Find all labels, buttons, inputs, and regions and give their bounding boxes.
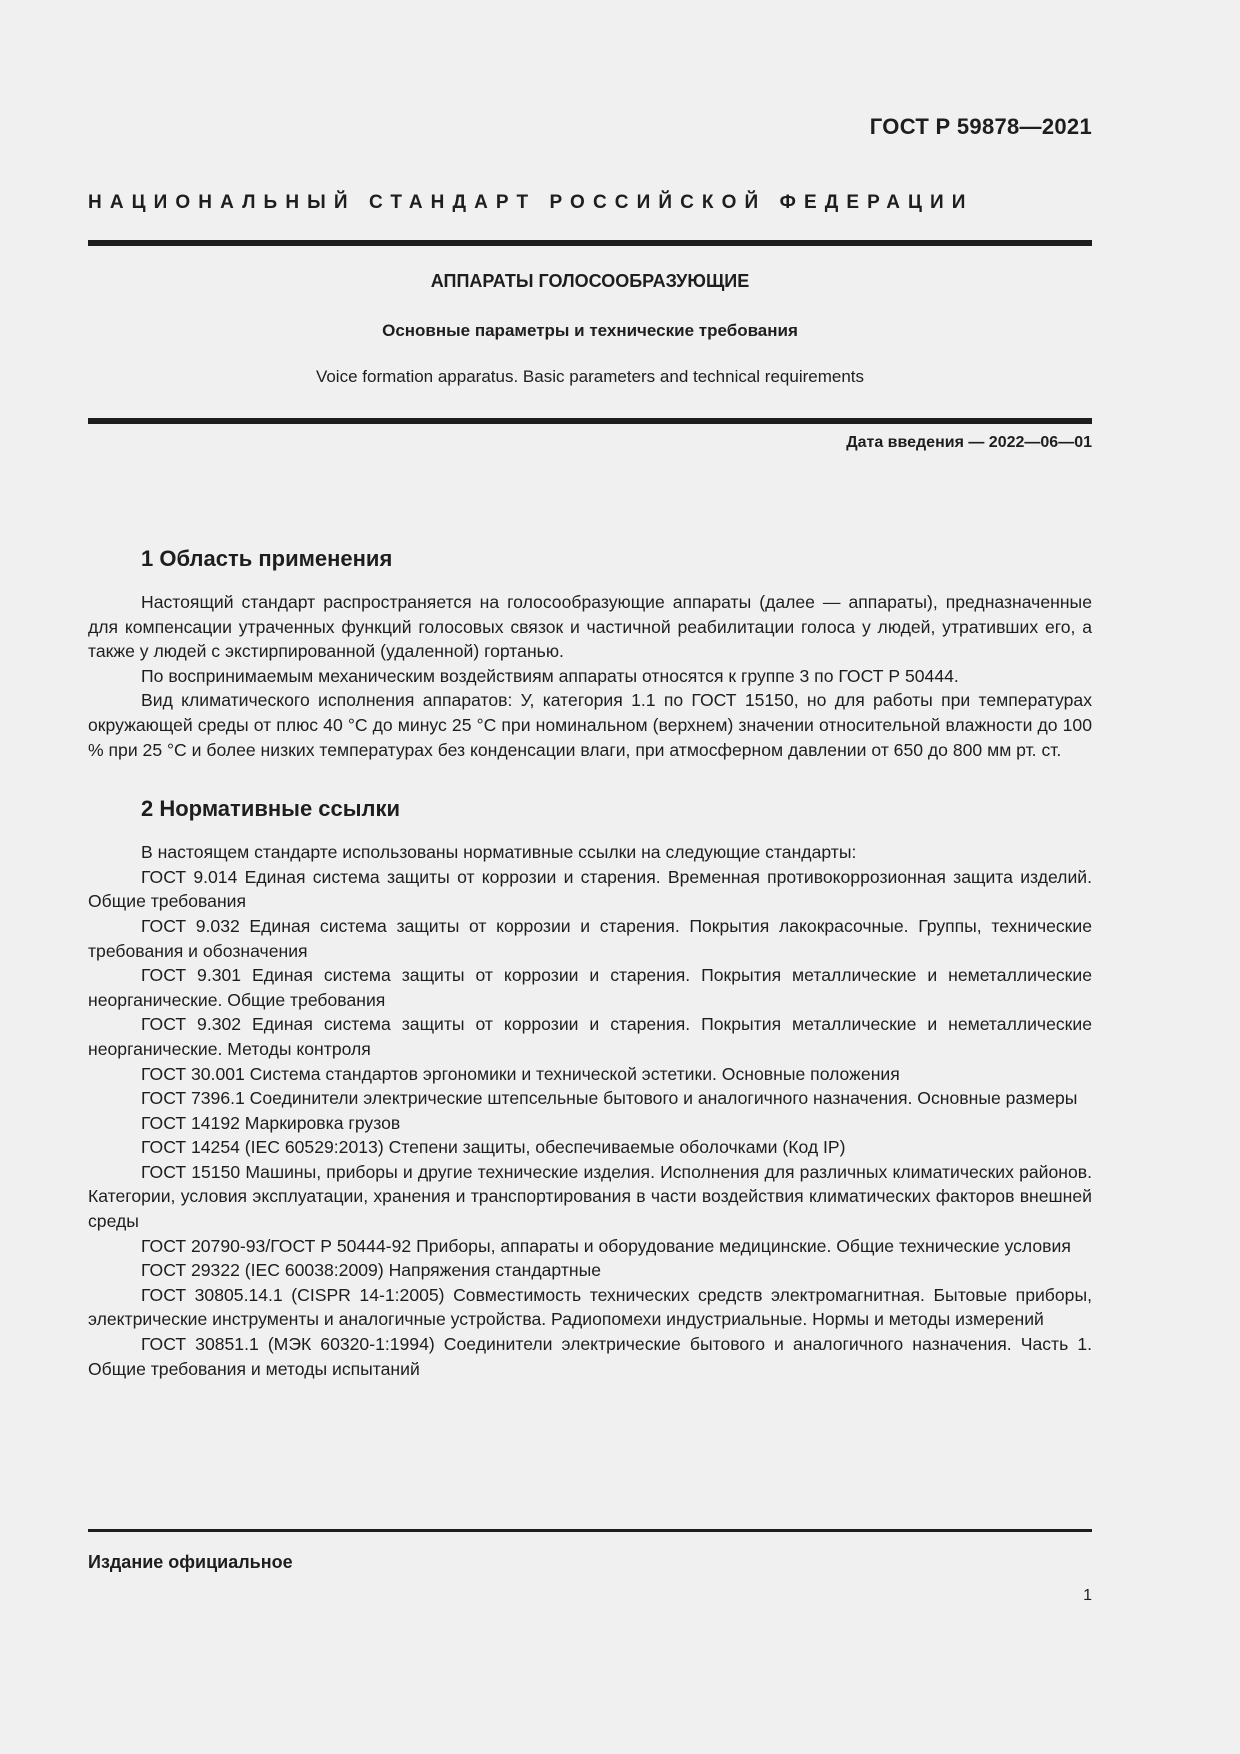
reference-item: ГОСТ 9.302 Единая система защиты от коррозии и старения. Покрытия металлические и неметаллические неорганические. Методы контроля: [88, 1014, 1092, 1059]
reference-item: ГОСТ 30.001 Система стандартов эргономики и технической эстетики. Основные положения: [141, 1063, 900, 1084]
paragraph: По воспринимаемым механическим воздействиям аппараты относятся к группе 3 по ГОСТ Р 50444.: [141, 665, 959, 686]
document-title: АППАРАТЫ ГОЛОСООБРАЗУЮЩИЕ: [430, 271, 750, 291]
document-page: [88, 0, 1092, 1754]
reference-item: ГОСТ 15150 Машины, приборы и другие технические изделия. Исполнения для различных климатических районов. Категории, условия эксплуатации, хранения и транспортирования в части воздействия климатических факторов внешней среды: [88, 1161, 1092, 1232]
reference-item: ГОСТ 9.014 Единая система защиты от коррозии и старения. Временная противокоррозионная защита изделий. Общие требования: [88, 866, 1092, 912]
national-standard-header: НАЦИОНАЛЬНЫЙ СТАНДАРТ РОССИЙСКОЙ ФЕДЕРАЦИИ: [88, 192, 974, 213]
english-title: Voice formation apparatus. Basic parameters and technical requirements: [315, 367, 865, 386]
reference-item: ГОСТ 14192 Маркировка грузов: [141, 1112, 401, 1133]
reference-item: ГОСТ 9.301 Единая система защиты от коррозии и старения. Покрытия металлические и неметаллические неорганические. Общие требования: [88, 965, 1092, 1010]
reference-item: ГОСТ 29322 (IEC 60038:2009) Напряжения стандартные: [141, 1260, 602, 1281]
reference-item: ГОСТ 9.032 Единая система защиты от коррозии и старения. Покрытия лакокрасочные. Группы, технические требования и обозначения: [88, 915, 1092, 961]
paragraph: Вид климатического исполнения аппаратов: У, категория 1.1 по ГОСТ 15150, но для работы при температурах окружающей среды от плюс 40 °С до минус 25 °С при номинальном (верхнем) значении относительной влажности до 100 % при 25 °С и более низких температурах без конденсации влаги, при атмосферном давлении от 650 до 800 мм рт. ст.: [88, 690, 1092, 760]
reference-item: ГОСТ 14254 (IEC 60529:2013) Степени защиты, обеспечиваемые оболочками (Код IP): [141, 1137, 846, 1158]
page-number: 1: [1083, 1587, 1092, 1604]
paragraph: Настоящий стандарт распространяется на голосообразующие аппараты (далее — аппараты), предназначенные для компенсации утраченных функций голосовых связок и частичной реабилитации голоса у людей, утративших его, а также у людей с экстирпированной (удаленной) гортанью.: [88, 592, 1092, 662]
reference-item: ГОСТ 30851.1 (МЭК 60320-1:1994) Соединители электрические бытового и аналогичного назначения. Часть 1. Общие требования и методы испытаний: [88, 1334, 1092, 1379]
edition-label: Издание официальное: [88, 1552, 293, 1572]
reference-item: ГОСТ 7396.1 Соединители электрические штепсельные бытового и аналогичного назначения. Основные размеры: [141, 1088, 1078, 1109]
footer-rule: [88, 1529, 1092, 1532]
document-body: [88, 544, 1092, 1381]
section-heading: 1 Область применения: [141, 546, 393, 571]
document-code: ГОСТ Р 59878—2021: [869, 114, 1092, 139]
reference-item: ГОСТ 30805.14.1 (CISPR 14-1:2005) Совместимость технических средств электромагнитная. Бытовые приборы, электрические инструменты и аналогичные устройства. Радиопомехи индустриальные. Нормы и методы измерений: [88, 1284, 1092, 1330]
introduction-date: Дата введения — 2022—06—01: [846, 434, 1092, 451]
section-heading: 2 Нормативные ссылки: [141, 796, 401, 822]
paragraph: В настоящем стандарте использованы нормативные ссылки на следующие стандарты:: [141, 842, 857, 863]
reference-item: ГОСТ 20790-93/ГОСТ Р 50444-92 Приборы, аппараты и оборудование медицинские. Общие технические условия: [141, 1235, 1071, 1256]
document-subtitle: Основные параметры и технические требования: [382, 321, 798, 340]
top-rule: [88, 240, 1092, 246]
title-rule: [88, 418, 1092, 424]
